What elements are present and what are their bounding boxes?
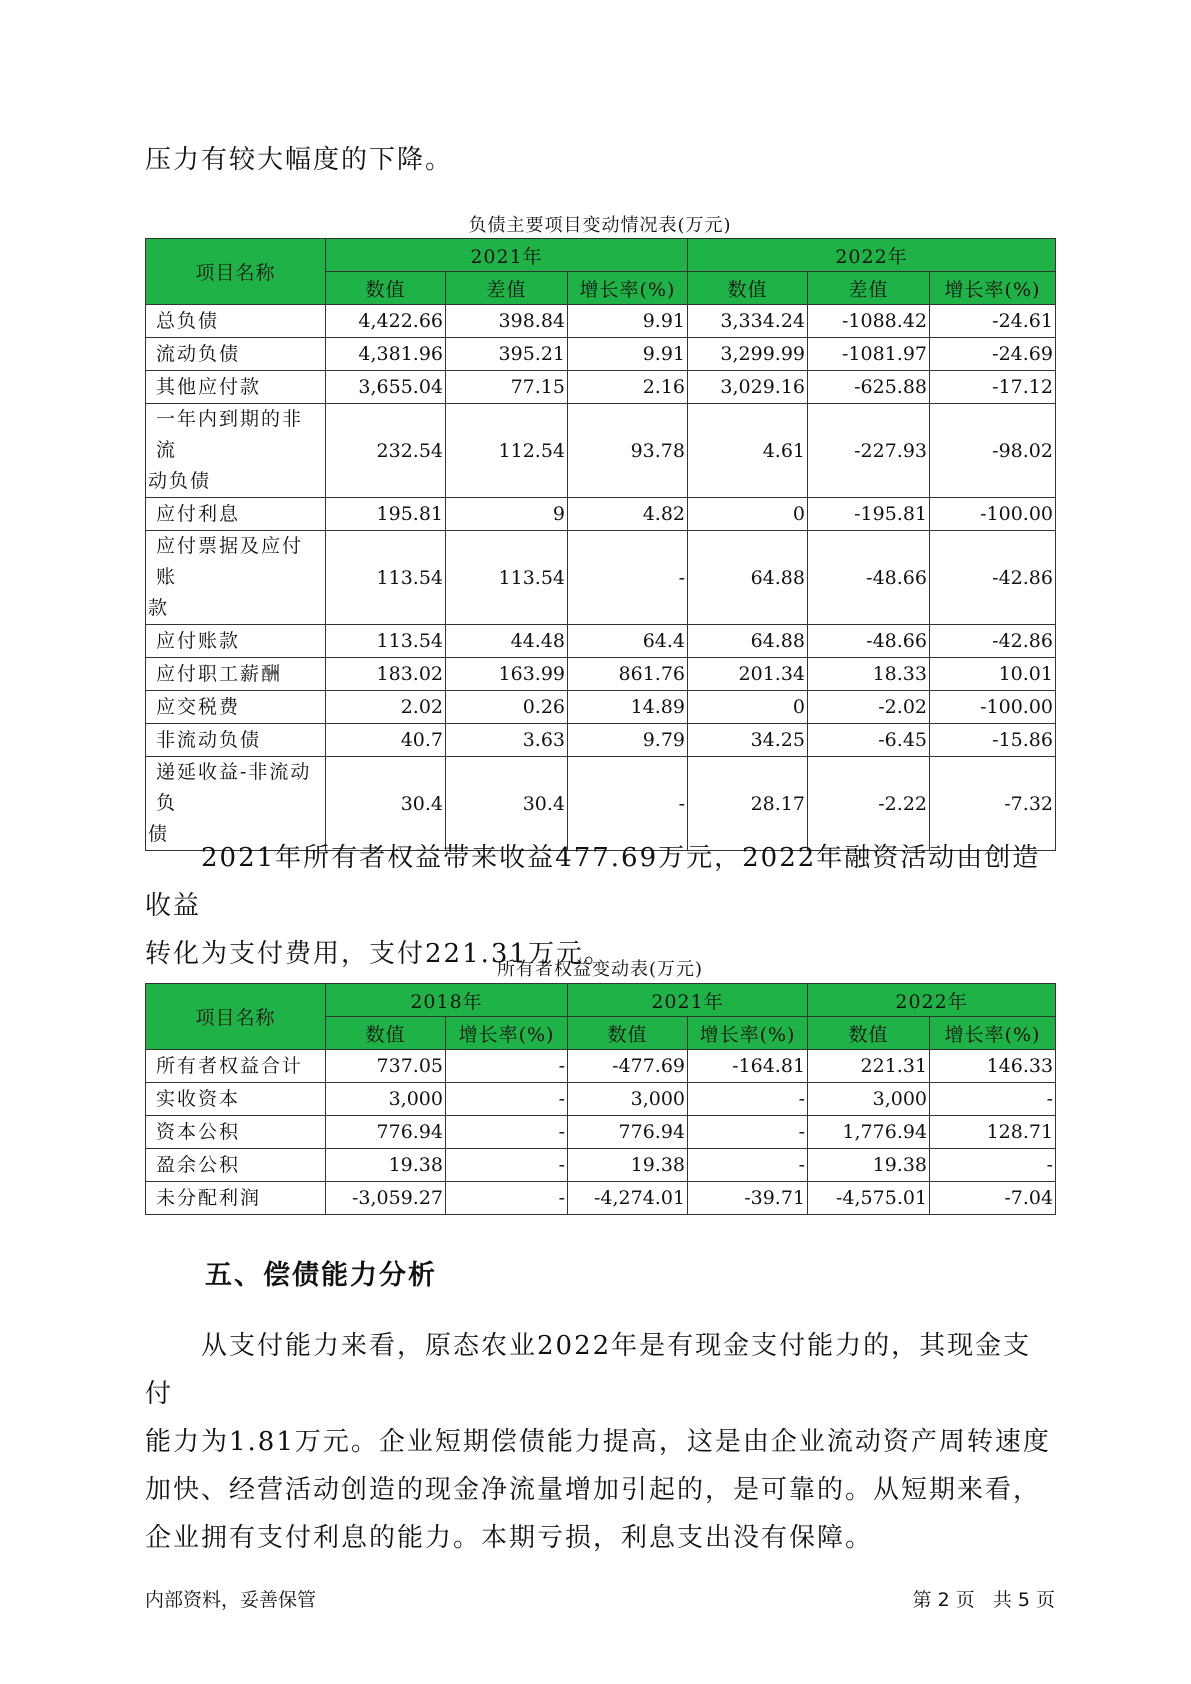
cell: 221.31: [808, 1050, 930, 1083]
cell: -227.93: [808, 404, 930, 498]
row-label-line: 债: [148, 823, 170, 845]
footer-note: 内部资料，妥善保管: [145, 1589, 317, 1611]
cell: 9.91: [568, 305, 688, 338]
cell: 9.91: [568, 338, 688, 371]
cell: 0: [688, 498, 808, 531]
cell: -39.71: [688, 1182, 808, 1215]
subheader-growth-rate: 增长率(%): [688, 1017, 808, 1050]
cell: 113.54: [326, 531, 446, 625]
table-row: [146, 1083, 1056, 1116]
cell: -: [688, 1116, 808, 1149]
paragraph-middle: [145, 834, 1055, 978]
cell: 776.94: [326, 1116, 446, 1149]
row-label-line: 应付票据及应付账: [156, 535, 304, 588]
cell: -: [688, 1149, 808, 1182]
header-year-2021: 2021年: [568, 984, 808, 1017]
cell: 30.4: [446, 757, 568, 851]
cell: -477.69: [568, 1050, 688, 1083]
cell: 2.16: [568, 371, 688, 404]
cell: -24.69: [930, 338, 1056, 371]
table-row: [146, 338, 1056, 371]
table1-caption: 负债主要项目变动情况表(万元): [468, 215, 732, 236]
table2-caption: 所有者权益变动表(万元): [496, 959, 704, 980]
cell: 34.25: [688, 724, 808, 757]
cell: -42.86: [930, 625, 1056, 658]
cell: -100.00: [930, 498, 1056, 531]
table-row: [146, 305, 1056, 338]
cell: -: [446, 1116, 568, 1149]
cell: 4.82: [568, 498, 688, 531]
row-label: 盈余公积: [146, 1149, 326, 1182]
cell: -2.02: [808, 691, 930, 724]
subheader-growth-rate: 增长率(%): [568, 272, 688, 305]
cell: -1088.42: [808, 305, 930, 338]
table-row: [146, 1050, 1056, 1083]
cell: -7.32: [930, 757, 1056, 851]
cell: 113.54: [326, 625, 446, 658]
cell: 4,381.96: [326, 338, 446, 371]
subheader-growth-rate: 增长率(%): [446, 1017, 568, 1050]
table-row: [146, 404, 1056, 498]
cell: -4,575.01: [808, 1182, 930, 1215]
subheader-value: 数值: [688, 272, 808, 305]
cell: -625.88: [808, 371, 930, 404]
table-row: [146, 625, 1056, 658]
page-number: 第 2 页 共 5 页: [912, 1589, 1055, 1611]
row-label: 实收资本: [146, 1083, 326, 1116]
table-row: [146, 691, 1056, 724]
cell: 19.38: [568, 1149, 688, 1182]
liabilities-table: [145, 238, 1056, 851]
subheader-difference: 差值: [808, 272, 930, 305]
cell: 3,299.99: [688, 338, 808, 371]
row-label: 流动负债: [146, 338, 326, 371]
cell: 201.34: [688, 658, 808, 691]
row-label-line: 一年内到期的非流: [156, 408, 304, 461]
cell: 3,000: [326, 1083, 446, 1116]
table-row: [146, 658, 1056, 691]
cell: 64.88: [688, 531, 808, 625]
cell: 19.38: [326, 1149, 446, 1182]
header-year-2022: 2022年: [808, 984, 1056, 1017]
header-year-2021: 2021年: [326, 239, 688, 272]
cell: 4.61: [688, 404, 808, 498]
header-year-2022: 2022年: [688, 239, 1056, 272]
row-label: 应交税费: [146, 691, 326, 724]
cell: 3,000: [808, 1083, 930, 1116]
cell: -3,059.27: [326, 1182, 446, 1215]
cell: 3,000: [568, 1083, 688, 1116]
cell: 10.01: [930, 658, 1056, 691]
cell: 44.48: [446, 625, 568, 658]
cell: -: [568, 531, 688, 625]
cell: -164.81: [688, 1050, 808, 1083]
subheader-value: 数值: [326, 1017, 446, 1050]
cell: 146.33: [930, 1050, 1056, 1083]
cell: -48.66: [808, 531, 930, 625]
cell: 232.54: [326, 404, 446, 498]
cell: -195.81: [808, 498, 930, 531]
row-label-line: 款: [148, 597, 170, 619]
cell: -24.61: [930, 305, 1056, 338]
cell: -15.86: [930, 724, 1056, 757]
cell: 40.7: [326, 724, 446, 757]
cell: 64.88: [688, 625, 808, 658]
cell: 776.94: [568, 1116, 688, 1149]
cell: 0.26: [446, 691, 568, 724]
subheader-value: 数值: [568, 1017, 688, 1050]
cell: -: [446, 1083, 568, 1116]
cell: -: [688, 1083, 808, 1116]
cell: 395.21: [446, 338, 568, 371]
cell: 128.71: [930, 1116, 1056, 1149]
cell: 1,776.94: [808, 1116, 930, 1149]
subheader-difference: 差值: [446, 272, 568, 305]
subheader-growth-rate: 增长率(%): [930, 272, 1056, 305]
cell: -6.45: [808, 724, 930, 757]
paragraph-line: 转化为支付费用，支付221.31万元。: [145, 939, 612, 969]
cell: 3,029.16: [688, 371, 808, 404]
row-label: [146, 531, 326, 625]
section-heading: 五、偿债能力分析: [205, 1260, 437, 1291]
paragraph-line: 加快、经营活动创造的现金净流量增加引起的，是可靠的。从短期来看，: [145, 1475, 1042, 1505]
cell: -: [446, 1182, 568, 1215]
cell: -: [930, 1083, 1056, 1116]
row-label: 非流动负债: [146, 724, 326, 757]
cell: 9: [446, 498, 568, 531]
cell: -1081.97: [808, 338, 930, 371]
paragraph-bottom: [145, 1322, 1055, 1562]
cell: -: [446, 1149, 568, 1182]
cell: -: [446, 1050, 568, 1083]
cell: 112.54: [446, 404, 568, 498]
subheader-value: 数值: [326, 272, 446, 305]
cell: 64.4: [568, 625, 688, 658]
table-row: [146, 1116, 1056, 1149]
row-label: 所有者权益合计: [146, 1050, 326, 1083]
table-row: [146, 371, 1056, 404]
cell: -2.22: [808, 757, 930, 851]
cell: 3,655.04: [326, 371, 446, 404]
cell: 28.17: [688, 757, 808, 851]
row-label: 其他应付款: [146, 371, 326, 404]
row-label-line: 动负债: [148, 470, 212, 492]
cell: 3.63: [446, 724, 568, 757]
subheader-value: 数值: [808, 1017, 930, 1050]
paragraph-line: 能力为1.81万元。企业短期偿债能力提高，这是由企业流动资产周转速度: [145, 1427, 1051, 1457]
table-row: [146, 1182, 1056, 1215]
header-item-name: 项目名称: [146, 239, 326, 305]
cell: -7.04: [930, 1182, 1056, 1215]
cell: 4,422.66: [326, 305, 446, 338]
cell: 2.02: [326, 691, 446, 724]
cell: 183.02: [326, 658, 446, 691]
paragraph-line: 2021年所有者权益带来收益477.69万元，2022年融资活动由创造收益: [145, 843, 1041, 921]
cell: 9.79: [568, 724, 688, 757]
cell: 18.33: [808, 658, 930, 691]
header-year-2018: 2018年: [326, 984, 568, 1017]
row-label: 应付利息: [146, 498, 326, 531]
header-item-name: 项目名称: [146, 984, 326, 1050]
cell: 861.76: [568, 658, 688, 691]
cell: -98.02: [930, 404, 1056, 498]
cell: 19.38: [808, 1149, 930, 1182]
row-label: 资本公积: [146, 1116, 326, 1149]
cell: 3,334.24: [688, 305, 808, 338]
row-label: 应付账款: [146, 625, 326, 658]
table-row: [146, 531, 1056, 625]
table-row: [146, 498, 1056, 531]
row-label: [146, 404, 326, 498]
paragraph-line: 企业拥有支付利息的能力。本期亏损，利息支出没有保障。: [145, 1523, 874, 1553]
equity-table: [145, 983, 1056, 1215]
row-label-line: 递延收益-非流动负: [156, 761, 312, 814]
cell: 93.78: [568, 404, 688, 498]
cell: 737.05: [326, 1050, 446, 1083]
cell: -48.66: [808, 625, 930, 658]
cell: -4,274.01: [568, 1182, 688, 1215]
cell: -: [568, 757, 688, 851]
cell: -: [930, 1149, 1056, 1182]
row-label: 总负债: [146, 305, 326, 338]
cell: -42.86: [930, 531, 1056, 625]
cell: 0: [688, 691, 808, 724]
cell: 163.99: [446, 658, 568, 691]
cell: 195.81: [326, 498, 446, 531]
paragraph-line: 从支付能力来看，原态农业2022年是有现金支付能力的，其现金支付: [145, 1331, 1032, 1409]
row-label: 未分配利润: [146, 1182, 326, 1215]
cell: -17.12: [930, 371, 1056, 404]
paragraph-top: 压力有较大幅度的下降。: [145, 145, 454, 175]
table-row: [146, 1149, 1056, 1182]
cell: 14.89: [568, 691, 688, 724]
subheader-growth-rate: 增长率(%): [930, 1017, 1056, 1050]
table-row: [146, 724, 1056, 757]
cell: 398.84: [446, 305, 568, 338]
row-label: 应付职工薪酬: [146, 658, 326, 691]
cell: 77.15: [446, 371, 568, 404]
cell: 30.4: [326, 757, 446, 851]
cell: 113.54: [446, 531, 568, 625]
cell: -100.00: [930, 691, 1056, 724]
